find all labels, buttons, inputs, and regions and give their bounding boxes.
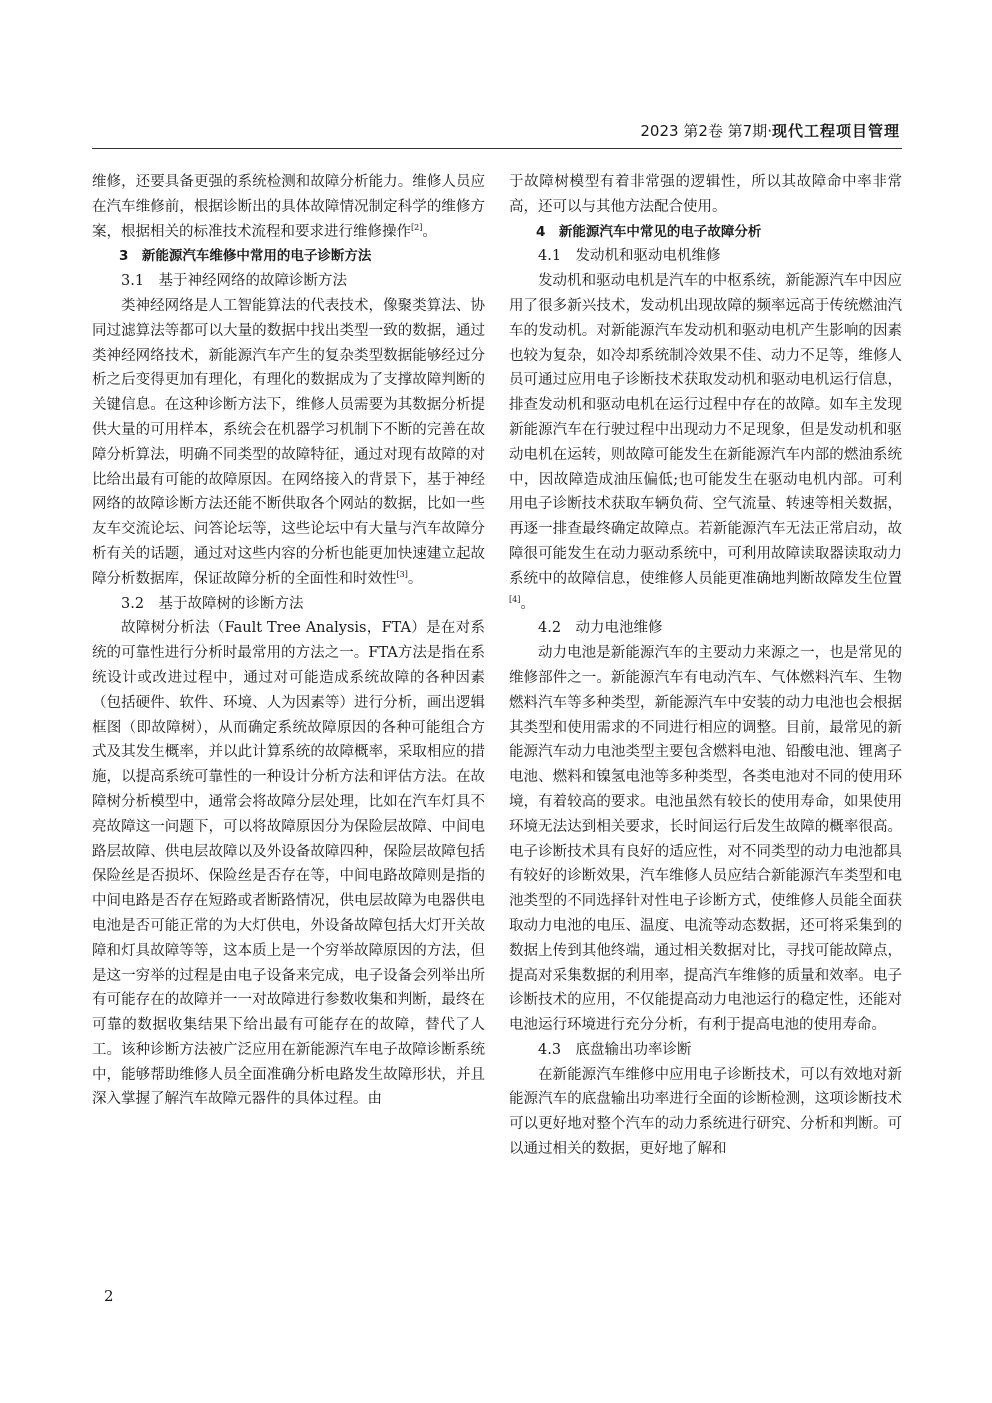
paragraph: 类神经网络是人工智能算法的代表技术，像聚类算法、协同过滤算法等都可以大量的数据中找出类型一致的数据，通过类神经网络技术，新能源汽车产生的复杂类型数据能够经过分析之后变得更加有理化，有理化的数据成为了支撑故障判断的关键信息。在这种诊断方法下，维修人员需要为其数据分析提供大量的可用样本，系统会在机器学习机制下不断的完善在故障分析算法，明确不同类型的故障特征，通过对现有故障的对比给出最有可能的故障原因。在网络接入的背景下，基于神经网络的故障诊断方法还能不断供取各个网站的数据，比如一些友车交流论坛、问答论坛等，这些论坛中有大量与汽车故障分析有关的话题，通过对这些内容的分析也能更加快速建立起故障分析数据库，保证故障分析的全面性和时效性[3]。 <box>92 297 485 587</box>
left-column <box>92 170 485 1112</box>
header-separator: · <box>767 122 772 140</box>
subsection-heading: 4.3 底盘输出功率诊断 <box>538 1041 692 1058</box>
running-header <box>640 121 900 141</box>
paragraph: 发动机和驱动电机是汽车的中枢系统，新能源汽车中因应用了很多新兴技术，发动机出现故障的频率远高于传统燃油汽车的发动机。对新能源汽车发动机和驱动电机产生影响的因素也较为复杂，如冷却系统制冷效果不佳、动力不足等，维修人员可通过应用电子诊断技术获取发动机和驱动电机运行信息，排查发动机和驱动电机在运行过程中存在的故障。如车主发现新能源汽车在行驶过程中出现动力不足现象，但是发动机和驱动电机在运转，则故障可能发生在新能源汽车内部的燃油系统中，因故障造成油压偏低;也可能发生在驱动电机内部。可利用电子诊断技术获取车辆负荷、空气流量、转速等相关数据，再逐一排查最终确定故障点。若新能源汽车无法正常启动，故障很可能发生在动力驱动系统中，可利用故障读取器读取动力系统中的故障信息，使维修人员能更准确地判断故障发生位置[4]。 <box>509 273 902 612</box>
section-heading: 3 新能源汽车维修中常用的电子诊断方法 <box>119 248 372 265</box>
journal-name: 现代工程项目管理 <box>771 122 900 140</box>
paragraph: 于故障树模型有着非常强的逻辑性，所以其故障命中率非常高，还可以与其他方法配合使用。 <box>509 174 902 215</box>
section-heading: 4 新能源汽车中常见的电子故障分析 <box>536 223 762 240</box>
issue-info: 2023 第2卷 第7期 <box>640 122 768 140</box>
citation: [3] <box>396 569 408 579</box>
subsection-heading: 4.1 发动机和驱动电机维修 <box>538 248 721 265</box>
page-number: 2 <box>104 1287 114 1305</box>
subsection-heading: 3.2 基于故障树的诊断方法 <box>121 595 304 612</box>
paragraph: 动力电池是新能源汽车的主要动力来源之一，也是常见的维修部件之一。新能源汽车有电动汽车、气体燃料汽车、生物燃料汽车等多种类型，新能源汽车中安装的动力电池也会根据其类型和使用需求的不同进行相应的调整。目前，最常见的新能源汽车动力电池类型主要包含燃料电池、铅酸电池、锂离子电池、燃料和镍氢电池等多种类型，各类电池对不同的使用环境，有着较高的要求。电池虽然有较长的使用寿命，如果使用环境无法达到相关要求，长时间运行后发生故障的概率很高。电子诊断技术具有良好的适应性，对不同类型的动力电池都具有较好的诊断效果，汽车维修人员应结合新能源汽车类型和电池类型的不同选择针对性电子诊断方式，使维修人员能全面获取动力电池的电压、温度、电流等动态数据，还可将采集到的数据上传到其他终端，通过相关数据对比，寻找可能故障点，提高对采集数据的利用率，提高汽车维修的质量和效率。电子诊断技术的应用，不仅能提高动力电池运行的稳定性，还能对电池运行环境进行充分分析，有利于提高电池的使用寿命。 <box>509 645 902 1034</box>
header-rule <box>92 148 902 149</box>
subsection-heading: 3.1 基于神经网络的故障诊断方法 <box>121 273 348 290</box>
paragraph: 在新能源汽车维修中应用电子诊断技术，可以有效地对新能源汽车的底盘输出功率进行全面的诊断检测，这项诊断技术可以更好地对整个汽车的动力系统进行研究、分析和判断。可以通过相关的数据，更好地了解和 <box>509 1066 902 1158</box>
paragraph: 维修，还要具备更强的系统检测和故障分析能力。维修人员应在汽车维修前，根据诊断出的具体故障情况制定科学的维修方案，根据相关的标准技术流程和要求进行维修操作[2]。 <box>92 174 485 240</box>
paragraph: 故障树分析法（Fault Tree Analysis，FTA）是在对系统的可靠性进行分析时最常用的方法之一。FTA方法是指在系统设计或改进过程中，通过对可能造成系统故障的各种因素（包括硬件、软件、环境、人为因素等）进行分析，画出逻辑框图（即故障树），从而确定系统故障原因的各种可能组合方式及其发生概率，并以此计算系统的故障概率，采取相应的措施，以提高系统可靠性的一种设计分析方法和评估方法。在故障树分析模型中，通常会将故障分层处理，比如在汽车灯具不亮故障这一问题下，可以将故障原因分为保险层故障、中间电路层故障、供电层故障以及外设备故障四种，保险层故障包括保险丝是否损坏、保险丝是否存在等，中间电路故障则是指的中间电路是否存在短路或者断路情况，供电层故障为电器供电电池是否可能正常的为大灯供电，外设备故障包括大灯开关故障和灯具故障等等，这本质上是一个穷举故障原因的方法，但是这一穷举的过程是由电子设备来完成，电子设备会列举出所有可能存在的故障并一一对故障进行参数收集和判断，最终在可靠的数据收集结果下给出最有可能存在的故障，替代了人工。该种诊断方法被广泛应用在新能源汽车电子故障诊断系统中，能够帮助维修人员全面准确分析电路发生故障形状，并且深入掌握了解汽车故障元器件的具体过程。由 <box>92 620 485 1108</box>
citation: [2] <box>411 222 423 232</box>
subsection-heading: 4.2 动力电池维修 <box>538 620 663 637</box>
right-column <box>509 170 902 1162</box>
citation: [4] <box>509 594 521 604</box>
